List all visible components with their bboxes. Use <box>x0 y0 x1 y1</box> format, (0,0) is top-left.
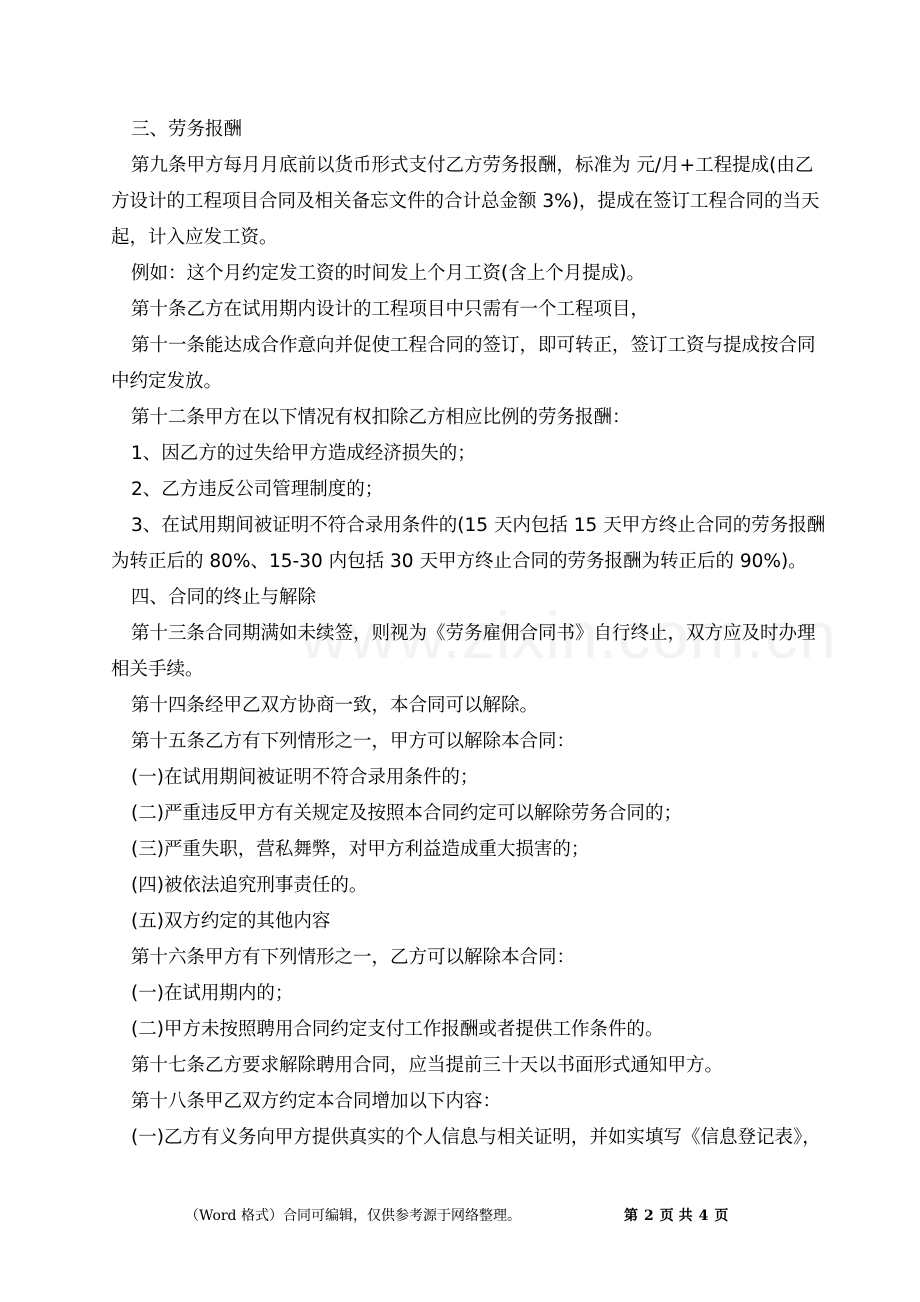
list-item: (一)在试用期内的； <box>131 983 294 1004</box>
body-line: 第十七条乙方要求解除聘用合同，应当提前三十天以书面形式通知甲方。 <box>131 1055 724 1076</box>
list-item: (一)在试用期间被证明不符合录用条件的； <box>131 767 479 788</box>
body-line: 方设计的工程项目合同及相关备忘文件的合计总金额 3%)，提成在签订工程合同的当天 <box>111 191 820 212</box>
page-prefix: 第 <box>624 1208 638 1224</box>
body-line: 为转正后的 80%、15-30 内包括 30 天甲方终止合同的劳务报酬为转正后的 90%)。 <box>111 551 807 572</box>
page-mid: 页 共 <box>659 1208 693 1224</box>
list-item: (四)被依法追究刑事责任的。 <box>131 875 368 896</box>
list-item: 2、乙方违反公司管理制度的； <box>131 479 384 500</box>
page-suffix: 页 <box>714 1208 729 1224</box>
body-line: 相关手续。 <box>111 659 204 680</box>
body-line: 起，计入应发工资。 <box>111 227 278 248</box>
body-line: 第十三条合同期满如未续签，则视为《劳务雇佣合同书》自行终止，双方应及时办理 <box>131 623 816 644</box>
page-current: 2 <box>644 1208 654 1224</box>
list-item: (三)严重失职，营私舞弊，对甲方利益造成重大损害的； <box>131 839 590 860</box>
document-body <box>111 112 826 1156</box>
page-number <box>624 1206 728 1226</box>
body-line: 第九条甲方每月月底前以货币形式支付乙方劳务报酬，标准为 元/月+工程提成(由乙 <box>131 155 814 176</box>
footer-note: （Word 格式）合同可编辑，仅供参考源于网络整理。 <box>185 1208 521 1224</box>
body-line: 第十五条乙方有下列情形之一，甲方可以解除本合同： <box>131 731 576 752</box>
body-line: 第十四条经甲乙双方协商一致，本合同可以解除。 <box>131 695 539 716</box>
section-heading-remuneration: 三、劳务报酬 <box>131 119 243 140</box>
body-line: 第十条乙方在试用期内设计的工程项目中只需有一个工程项目， <box>131 299 650 320</box>
list-item: (一)乙方有义务向甲方提供真实的个人信息与相关证明，并如实填写《信息登记表》， <box>131 1127 821 1148</box>
body-line: 第十六条甲方有下列情形之一，乙方可以解除本合同： <box>131 947 576 968</box>
section-heading-termination: 四、合同的终止与解除 <box>131 587 317 608</box>
list-item: 1、因乙方的过失给甲方造成经济损失的； <box>131 443 476 464</box>
page-total: 4 <box>698 1208 709 1224</box>
list-item: 3、在试用期间被证明不符合录用条件的(15 天内包括 15 天甲方终止合同的劳务报酬 <box>131 515 826 536</box>
body-line: 第十八条甲乙双方约定本合同增加以下内容： <box>131 1091 502 1112</box>
body-line: 例如：这个月约定发工资的时间发上个月工资(含上个月提成)。 <box>131 263 645 284</box>
body-line: 中约定发放。 <box>111 371 223 392</box>
list-item: (二)甲方未按照聘用合同约定支付工作报酬或者提供工作条件的。 <box>131 1019 664 1040</box>
list-item: (二)严重违反甲方有关规定及按照本合同约定可以解除劳务合同的； <box>131 803 682 824</box>
body-line: 第十一条能达成合作意向并促使工程合同的签订，即可转正，签订工资与提成按合同 <box>131 335 816 356</box>
body-line: 第十二条甲方在以下情况有权扣除乙方相应比例的劳务报酬： <box>131 407 631 428</box>
list-item: (五)双方约定的其他内容 <box>131 911 331 932</box>
